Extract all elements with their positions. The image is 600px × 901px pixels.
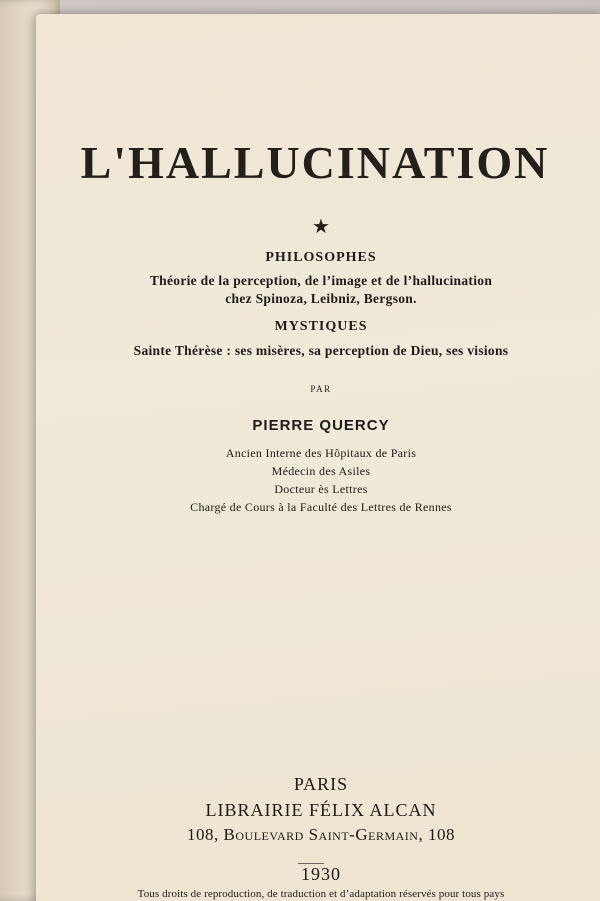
credential-line: Docteur ès Lettres bbox=[274, 482, 368, 496]
imprint-address: 108, Boulevard Saint-Germain, 108 bbox=[187, 825, 455, 844]
credential-line: Chargé de Cours à la Faculté des Lettres de Rennes bbox=[190, 500, 452, 514]
section-heading-mystiques: MYSTIQUES bbox=[274, 319, 368, 334]
section-line: Théorie de la perception, de l’image et de l’hallucination bbox=[149, 273, 493, 288]
imprint-city: PARIS bbox=[293, 774, 349, 794]
section-line: chez Spinoza, Leibniz, Bergson. bbox=[225, 291, 417, 306]
par-label: PAR bbox=[310, 384, 332, 394]
title-page bbox=[36, 14, 600, 901]
rights-notice: Tous droits de reproduction, de traduction et d’adaptation réservés pour tous pays bbox=[137, 888, 505, 900]
book-title: L'HALLUCINATION bbox=[80, 137, 550, 188]
credential-line: Ancien Interne des Hôpitaux de Paris bbox=[225, 446, 417, 460]
section-heading-philosophes: PHILOSOPHES bbox=[265, 250, 377, 265]
section-line: Sainte Thérèse : ses misères, sa perception de Dieu, ses visions bbox=[133, 343, 509, 358]
star-ornament-icon: ★ bbox=[312, 214, 330, 238]
author-name: PIERRE QUERCY bbox=[252, 417, 390, 434]
imprint-year: 1930 bbox=[301, 864, 341, 884]
imprint-publisher: LIBRAIRIE FÉLIX ALCAN bbox=[205, 800, 437, 820]
credential-line: Médecin des Asiles bbox=[271, 464, 371, 478]
